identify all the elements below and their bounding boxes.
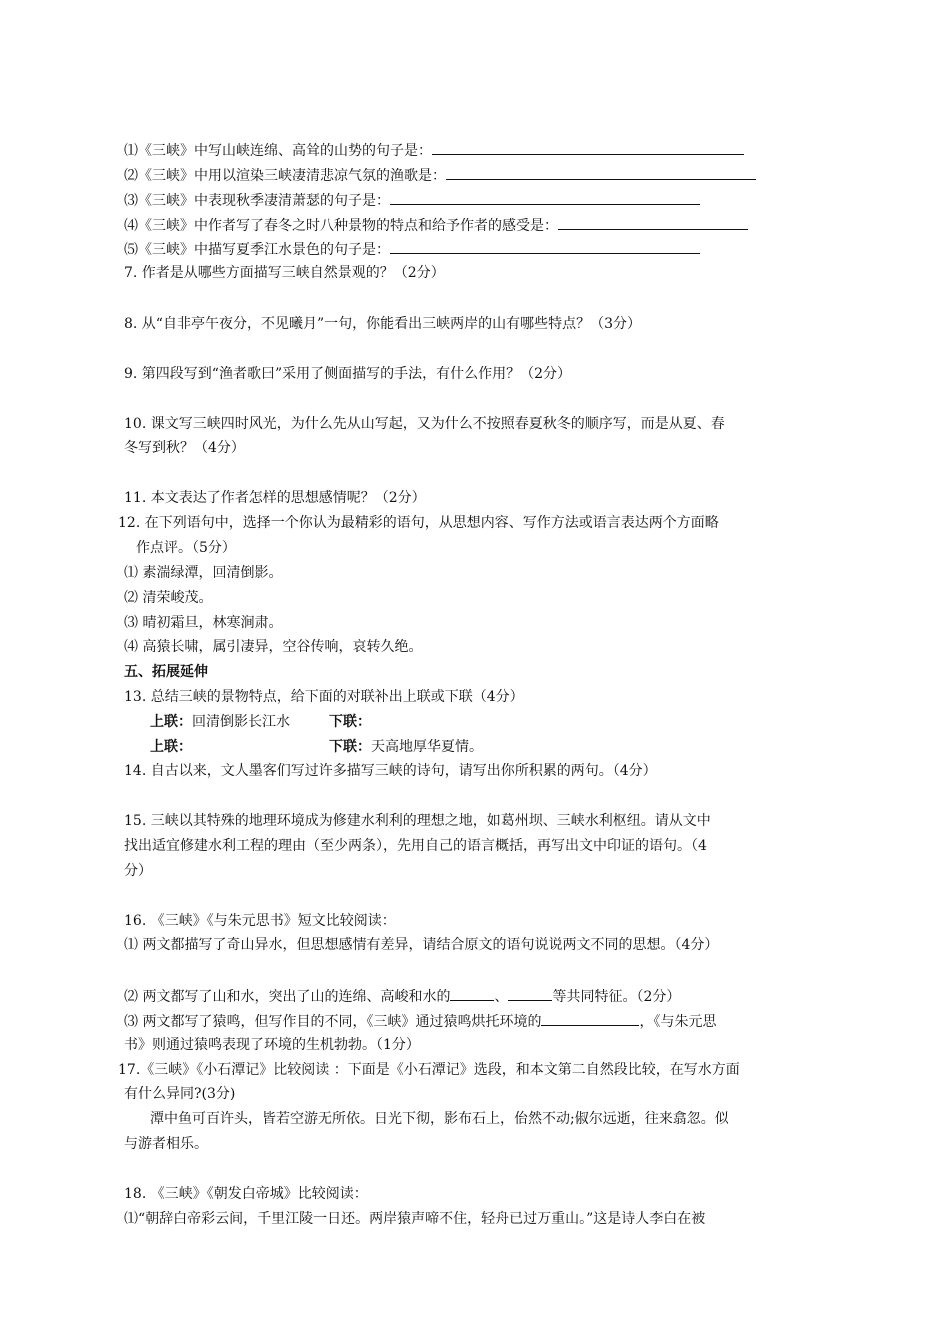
answer-blank[interactable] [390, 238, 700, 254]
fill-item-2: ⑵《三峡》中用以渲染三峡凄清悲凉气氛的渔歌是： [124, 164, 756, 186]
question-11: 11. 本文表达了作者怎样的思想感情呢？（2分） [124, 490, 426, 506]
couplet-row-1-lower: 下联： [329, 714, 371, 730]
question-7: 7. 作者是从哪些方面描写三峡自然景观的？（2分） [124, 265, 445, 281]
question-17-cont: 有什么异同?(3分) [124, 1086, 236, 1102]
answer-blank[interactable] [541, 1010, 639, 1026]
question-16: 16. 《三峡》《与朱元思书》短文比较阅读： [124, 913, 396, 929]
couplet-row-1: 上联：回清倒影长江水 [150, 714, 290, 730]
fill-item-1: ⑴《三峡》中写山峡连绵、高耸的山势的句子是： [124, 139, 744, 161]
question-15-cont: 找出适宜修建水利工程的理由（至少两条），先用自己的语言概括，再写出文中印证的语句。（4 [124, 838, 707, 854]
answer-blank[interactable] [390, 189, 700, 205]
question-10: 10. 课文写三峡四时风光，为什么先从山写起，又为什么不按照春夏秋冬的顺序写，而是从夏、春 [124, 416, 725, 432]
answer-blank[interactable] [446, 164, 756, 180]
question-9: 9. 第四段写到“渔者歌曰”采用了侧面描写的手法，有什么作用？（2分） [124, 366, 572, 382]
q12-option-4: ⑷ 高猿长啸，属引凄异，空谷传响，哀转久绝。 [124, 639, 423, 655]
question-16-2: ⑵ 两文都写了山和水，突出了山的连绵、高峻和水的 、 等共同特征。（2分） [124, 985, 680, 1007]
section-heading: 五、拓展延伸 [124, 664, 208, 680]
question-17: 17.《三峡》《小石潭记》比较阅读 ：下面是《小石潭记》选段，和本文第二自然段比较，在写水方面 [118, 1062, 740, 1078]
question-18: 18. 《三峡》《朝发白帝城》比较阅读： [124, 1186, 368, 1202]
q12-option-2: ⑵ 清荣峻茂。 [124, 590, 213, 606]
question-15: 15. 三峡以其特殊的地理环境成为修建水利利的理想之地，如葛州坝、三峡水利枢纽。请从文中 [124, 813, 711, 829]
couplet-row-2-lower: 下联：天高地厚华夏情。 [329, 739, 483, 755]
question-16-3: ⑶ 两文都写了猿鸣，但写作目的不同，《三峡》通过猿鸣烘托环境的 ，《与朱元思 [124, 1010, 716, 1032]
answer-blank[interactable] [508, 985, 552, 1001]
q12-option-1: ⑴ 素湍绿潭，回清倒影。 [124, 565, 283, 581]
fill-item-3: ⑶《三峡》中表现秋季凄清萧瑟的句子是： [124, 189, 700, 211]
couplet-row-2: 上联： [150, 739, 192, 755]
question-18-1: ⑴“朝辞白帝彩云间，千里江陵一日还。两岸猿声啼不住，轻舟已过万重山。”这是诗人李白在被 [124, 1211, 706, 1227]
answer-blank[interactable] [558, 214, 748, 230]
answer-blank[interactable] [432, 139, 744, 155]
question-16-3-cont: 书》则通过猿鸣表现了环境的生机勃勃。（1分） [124, 1037, 420, 1053]
question-8: 8. 从“自非亭午夜分，不见曦月”一句，你能看出三峡两岸的山有哪些特点？（3分） [124, 316, 642, 332]
passage-line-1: 潭中鱼可百许头，皆若空游无所依。日光下彻，影布石上，佁然不动;俶尔远逝，往来翕忽。似 [150, 1111, 729, 1127]
question-15-cont2: 分） [124, 863, 152, 879]
fill-item-5: ⑸《三峡》中描写夏季江水景色的句子是： [124, 238, 700, 260]
answer-blank[interactable] [450, 985, 494, 1001]
question-13: 13. 总结三峡的景物特点，给下面的对联补出上联或下联（4分） [124, 689, 524, 705]
question-12-cont: 作点评。（5分） [136, 540, 236, 556]
question-10-cont: 冬写到秋？（4分） [124, 440, 245, 456]
question-14: 14. 自古以来，文人墨客们写过许多描写三峡的诗句，请写出你所积累的两句。（4分） [124, 763, 657, 779]
passage-line-2: 与游者相乐。 [124, 1136, 208, 1152]
question-16-1: ⑴ 两文都描写了奇山异水，但思想感情有差异，请结合原文的语句说说两文不同的思想。（4分） [124, 937, 719, 953]
q12-option-3: ⑶ 晴初霜旦，林寒涧肃。 [124, 615, 283, 631]
fill-item-4: ⑷《三峡》中作者写了春冬之时八种景物的特点和给予作者的感受是： [124, 214, 748, 236]
question-12: 12. 在下列语句中，选择一个你认为最精彩的语句，从思想内容、写作方法或语言表达两个方面略 [118, 515, 719, 531]
